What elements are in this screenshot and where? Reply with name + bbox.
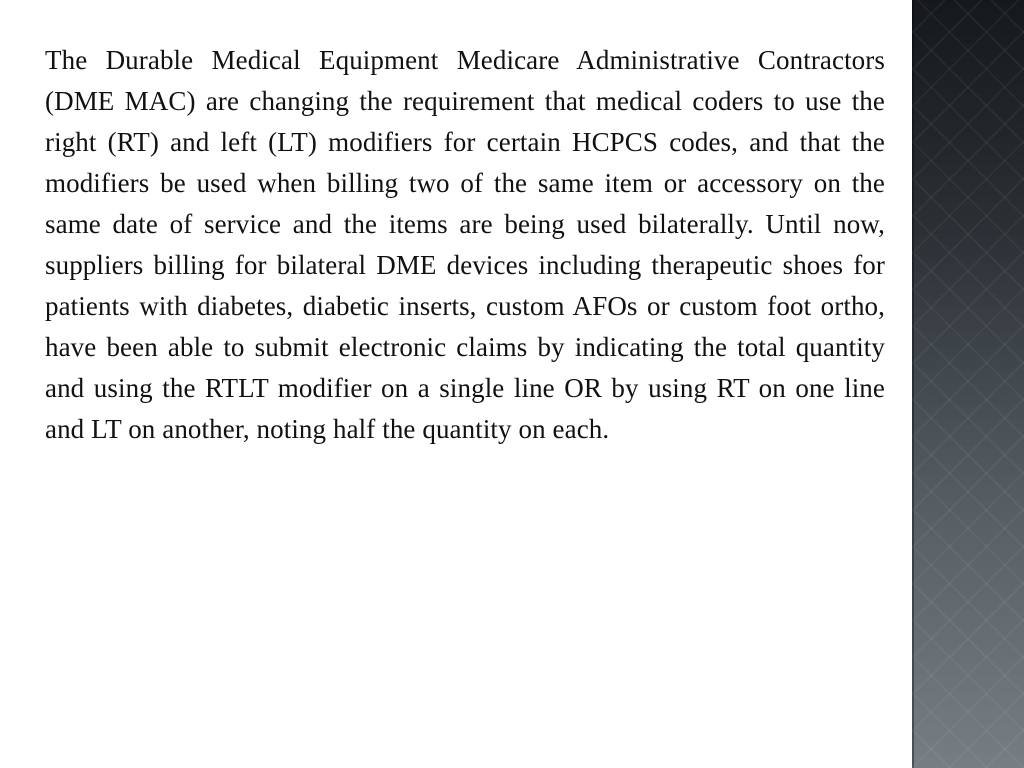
sidebar-edge [912, 0, 914, 768]
slide-content [45, 40, 885, 450]
body-paragraph: The Durable Medical Equipment Medicare Administrative Contractors (DME MAC) are changing the requirement that medical coders to use the right (RT) and left (LT) modifiers for certain HCPCS codes, and that the modifiers be used when billing two of the same item or accessory on the same date of service and the items are being used bilaterally. Until now, suppliers billing for bilateral DME devices including therapeutic shoes for patients with diabetes, diabetic inserts, custom AFOs or custom foot ortho, have been able to submit electronic claims by indicating the total quantity and using the RTLT modifier on a single line OR by using RT on one line and LT on another, noting half the quantity on each. [45, 45, 885, 444]
decorative-sidebar [912, 0, 1024, 768]
